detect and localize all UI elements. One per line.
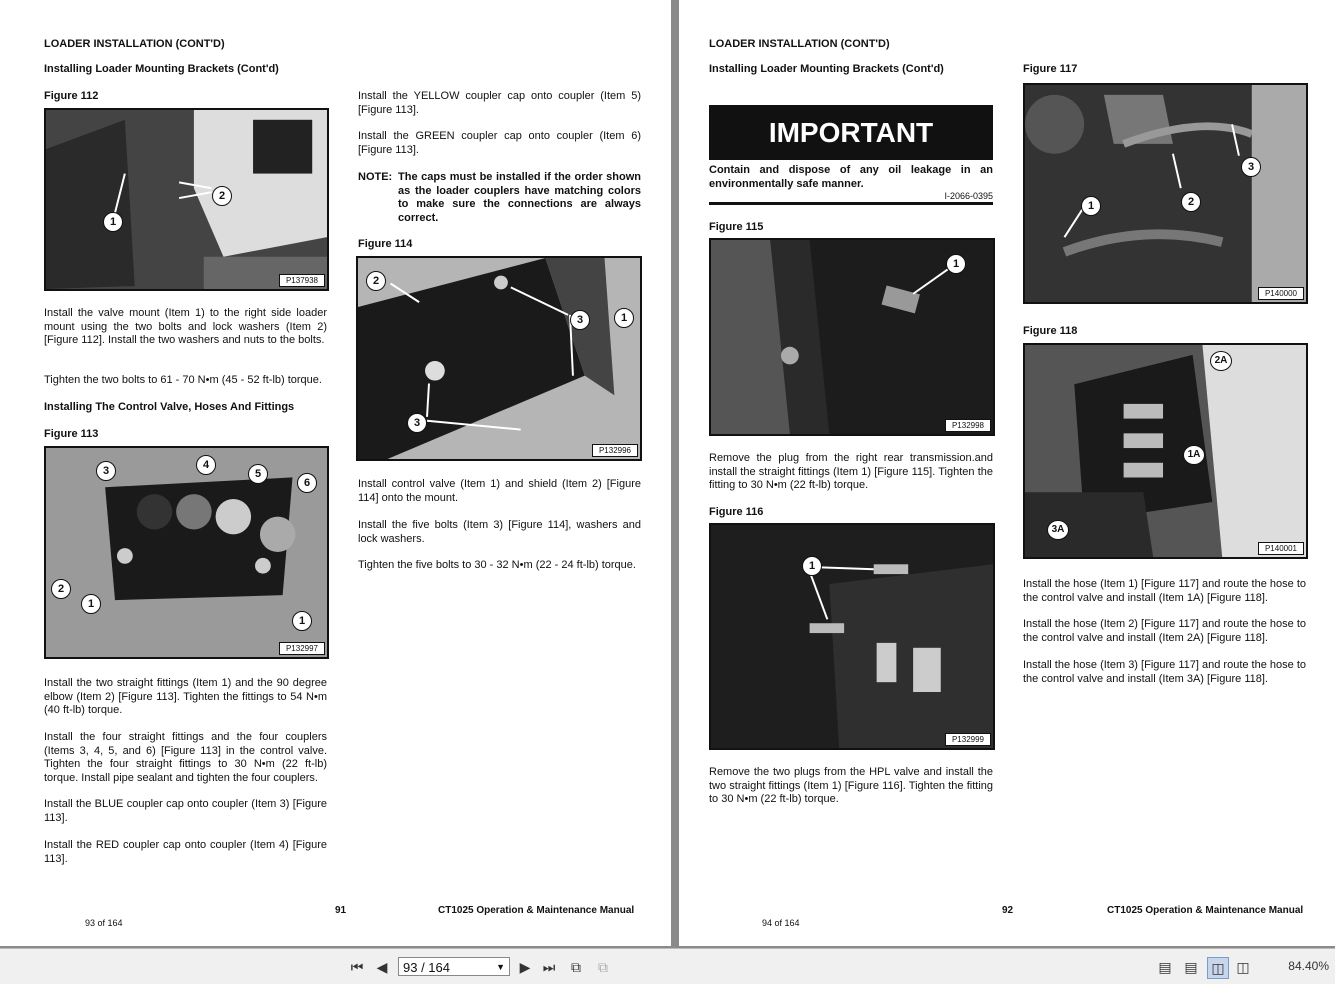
figure-114-label: Figure 114 — [358, 238, 413, 250]
callout-3a: 3A — [1047, 520, 1069, 540]
page-number-input[interactable] — [398, 957, 510, 976]
section-title: LOADER INSTALLATION (CONT'D) — [709, 38, 890, 50]
divider — [709, 157, 993, 160]
callout-1a: 1A — [1183, 445, 1205, 465]
figure-117-label: Figure 117 — [1023, 63, 1078, 75]
last-page-icon[interactable]: ⏭ — [542, 959, 556, 975]
figure-117-image — [1023, 83, 1308, 304]
figure-118-label: Figure 118 — [1023, 325, 1078, 337]
figure-115-id: P132998 — [945, 419, 991, 432]
viewer-toolbar — [0, 948, 1335, 984]
callout-3: 3 — [570, 310, 590, 330]
figure-112-label: Figure 112 — [44, 90, 99, 102]
figure-114-id: P132996 — [592, 444, 638, 457]
note-text: The caps must be installed if the order shown as the loader couplers have matching colors to make sure the connections are always correct. — [398, 171, 641, 224]
page-field-value: 93 / 164 — [403, 960, 450, 975]
callout-6: 6 — [297, 473, 317, 493]
callout-1: 1 — [614, 308, 634, 328]
figure-112-id: P137938 — [279, 274, 325, 287]
callout-4: 4 — [196, 455, 216, 475]
single-page-icon[interactable]: ▤ — [1158, 959, 1172, 975]
paragraph: Tighten the two bolts to 61 - 70 N•m (45 - 52 ft-lb) torque. — [44, 374, 322, 386]
callout-1: 1 — [81, 594, 101, 614]
figure-118-id: P140001 — [1258, 542, 1304, 555]
paragraph: Install the GREEN coupler cap onto coupler (Item 6) [Figure 113]. — [358, 130, 641, 156]
zoom-level[interactable]: 84.40% — [1288, 959, 1329, 973]
figure-113-label: Figure 113 — [44, 428, 99, 440]
callout-5: 5 — [248, 464, 268, 484]
important-banner: IMPORTANT — [709, 105, 993, 157]
prev-page-icon[interactable]: ◀ — [376, 959, 388, 975]
first-page-icon[interactable]: ⏮ — [350, 959, 364, 975]
figure-115-image — [709, 238, 995, 436]
callout-1: 1 — [1081, 196, 1101, 216]
paragraph: Install the valve mount (Item 1) to the right side loader mount using the two bolts and lock washers (Item 2) [Figure 112]. Install the two washers and nuts to the bolts. — [44, 307, 327, 346]
manual-title: CT1025 Operation & Maintenance Manual — [438, 905, 635, 916]
section-title: LOADER INSTALLATION (CONT'D) — [44, 38, 225, 50]
paragraph: Install the hose (Item 2) [Figure 117] and route the hose to the control valve and install (Item 2A) [Figure 118]. — [1023, 618, 1306, 644]
figure-114-image — [356, 256, 642, 461]
previous-view-icon[interactable]: ⧉ — [571, 959, 581, 975]
page-number: 91 — [335, 905, 347, 916]
paragraph: Install the RED coupler cap onto coupler (Item 4) [Figure 113]. — [44, 839, 327, 865]
callout-2: 2 — [212, 186, 232, 206]
paragraph: Install the four straight fittings and the four couplers (Items 3, 4, 5, and 6) [Figure 113] in the control valve. Tighten the four straight fittings to 30 N•m (22 ft-lb) torque. Install pipe sealant and tighten the four couplers. — [44, 731, 327, 784]
callout-2a: 2A — [1210, 351, 1232, 371]
figure-113-id: P132997 — [279, 642, 325, 655]
figure-117-id: P140000 — [1258, 287, 1304, 300]
page-counter: 94 of 164 — [762, 918, 800, 928]
paragraph: Remove the two plugs from the HPL valve and install the two straight fittings (Item 1) [Figure 116]. Tighten the fitting to 30 N•m (22 ft-lb) torque. — [709, 766, 993, 805]
paragraph: Install control valve (Item 1) and shield (Item 2) [Figure 114] onto the mount. — [358, 478, 641, 504]
next-page-icon[interactable]: ▶ — [519, 959, 531, 975]
paragraph: Install the YELLOW coupler cap onto coupler (Item 5) [Figure 113]. — [358, 90, 641, 116]
subtitle-2: Installing The Control Valve, Hoses And Fittings — [44, 401, 295, 413]
paragraph: Install the five bolts (Item 3) [Figure 114], washers and lock washers. — [358, 519, 641, 545]
callout-2: 2 — [1181, 192, 1201, 212]
callout-3: 3 — [407, 413, 427, 433]
paragraph: Remove the plug from the right rear transmission.and install the straight fittings (Item 1) [Figure 115]. Tighten the fitting to 30 N•m (22 ft-lb) torque. — [709, 452, 993, 491]
continuous-facing-icon[interactable]: ◫ — [1236, 959, 1250, 975]
callout-1: 1 — [103, 212, 123, 232]
paragraph: Tighten the five bolts to 30 - 32 N•m (22 - 24 ft-lb) torque. — [358, 559, 636, 571]
paragraph: Install the BLUE coupler cap onto coupler (Item 3) [Figure 113]. — [44, 798, 327, 824]
paragraph: Install the two straight fittings (Item 1) and the 90 degree elbow (Item 2) [Figure 113]. Tighten the fittings to 54 N•m (40 ft-lb) torque. — [44, 677, 327, 716]
right-page — [679, 0, 1335, 946]
callout-3: 3 — [96, 461, 116, 481]
note-label: NOTE: — [358, 171, 393, 183]
figure-115-label: Figure 115 — [709, 221, 764, 233]
next-view-icon[interactable]: ⧉ — [598, 959, 608, 975]
important-code: I-2066-0395 — [944, 191, 993, 201]
callout-1: 1 — [946, 254, 966, 274]
paragraph: Install the hose (Item 3) [Figure 117] and route the hose to the control valve and install (Item 3A) [Figure 118]. — [1023, 659, 1306, 685]
dropdown-icon[interactable]: ▼ — [496, 962, 505, 972]
subtitle: Installing Loader Mounting Brackets (Cont'd) — [709, 63, 944, 75]
figure-116-label: Figure 116 — [709, 506, 764, 518]
continuous-icon[interactable]: ▤ — [1184, 959, 1198, 975]
divider — [709, 202, 993, 205]
important-text: Contain and dispose of any oil leakage in an environmentally safe manner. — [709, 164, 993, 190]
left-page — [0, 0, 671, 946]
callout-1: 1 — [802, 556, 822, 576]
callout-3: 3 — [1241, 157, 1261, 177]
figure-113-image — [44, 446, 329, 659]
manual-title: CT1025 Operation & Maintenance Manual — [1107, 905, 1304, 916]
subtitle: Installing Loader Mounting Brackets (Cont'd) — [44, 63, 279, 75]
figure-116-image — [709, 523, 995, 750]
callout-2: 2 — [51, 579, 71, 599]
callout-2: 2 — [366, 271, 386, 291]
callout-1: 1 — [292, 611, 312, 631]
page-counter: 93 of 164 — [85, 918, 123, 928]
facing-icon[interactable]: ◫ — [1207, 957, 1229, 979]
figure-116-id: P132999 — [945, 733, 991, 746]
paragraph: Install the hose (Item 1) [Figure 117] and route the hose to the control valve and install (Item 1A) [Figure 118]. — [1023, 578, 1306, 604]
page-number: 92 — [1002, 905, 1014, 916]
figure-118-image — [1023, 343, 1308, 559]
figure-112-image — [44, 108, 329, 291]
